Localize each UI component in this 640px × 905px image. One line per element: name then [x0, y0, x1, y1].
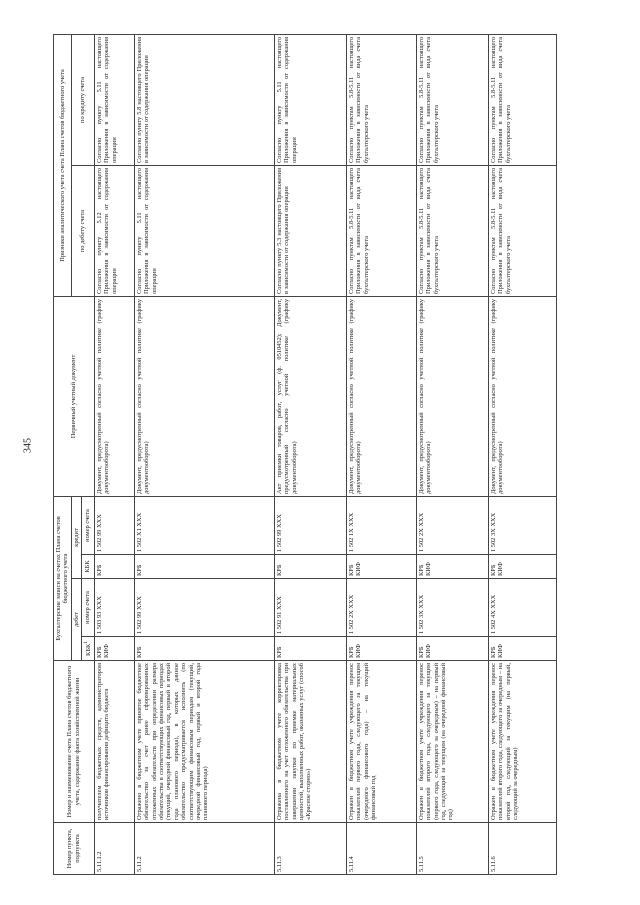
header-by-debit: по дебету счета [71, 165, 94, 296]
row-number: 5.11.3 [274, 823, 346, 875]
row-credit-kbk: КРБ КИФ [488, 555, 556, 579]
row-document: Документ, предусмотренный согласно учетной политике (графику документооборота) [488, 296, 556, 496]
row-analytics-debit: Согласно пункту 5.11 настоящего Приложения в зависимости от содержания операции [134, 165, 274, 296]
row-description: Отражен в бюджетном учете учреждения перенос показателей второго года, следующего за очередным – на второй год, следующий за текущим (на первый, следующий за очередным) [488, 661, 556, 823]
header-debit-account: номер счета [82, 579, 95, 637]
header-credit: кредит [71, 496, 81, 578]
header-row-1 [54, 34, 72, 874]
row-debit-account: 1 502 3Х ХХХ [416, 579, 488, 637]
row-document: Документ, предусмотренный согласно учетной политике (графику документооборота) [134, 296, 274, 496]
row-analytics-credit: Согласно пунктам 5.8-5.11 настоящего Приложения в зависимости от вида счета бухгалтерского учета [346, 34, 416, 165]
table-row [346, 34, 416, 874]
row-credit-account: 1 502 2Х ХХХ [416, 496, 488, 554]
row-debit-kbk: КРБ КИФ [94, 637, 134, 661]
row-analytics-debit: Согласно пунктам 5.8-5.11 настоящего Приложения в зависимости от вида счета бухгалтерского учета [488, 165, 556, 296]
header-number: Номер пункта, подпункта [54, 823, 95, 875]
row-debit-kbk: КРБ [274, 637, 346, 661]
table-row [488, 34, 556, 874]
row-analytics-debit: Согласно пункту 5.12 настоящего Приложения в зависимости от содержания операции [94, 165, 134, 296]
page-number: 345 [22, 438, 34, 453]
row-document: Документ, предусмотренный согласно учетной политике (графику документооборота) [94, 296, 134, 496]
row-description: Отражена в бюджетном учете корректировка поставленного на учет отложенного обязательства при завершении закупки по приемке материальных ценностей, выполненных работ, оказанных услуг (способ «Красное сторно») [274, 661, 346, 823]
header-credit-account: номер счета [82, 496, 95, 554]
row-credit-account: 1 502 99 ХХХ [274, 496, 346, 554]
row-description: Отражен в бюджетном учете учреждения перенос показателей первого года, следующего за текущим (очередного финансового года) – на текущий финансовый год [346, 661, 416, 823]
header-account-name: Номер и наименование счета Плана счетов бюджетного учета, содержание факта хозяйственной жизни [54, 661, 95, 823]
table-row [94, 34, 134, 874]
row-description: Отражен в бюджетном учете учреждения перенос показателей второго года, следующего за текущим (первого года, следующего за очередным) – на первый год, следующий за текущим (на очередной финансовый год) [416, 661, 488, 823]
table-row [274, 34, 346, 874]
row-document: Документ, предусмотренный согласно учетной политике (графику документооборота) [346, 296, 416, 496]
row-analytics-debit: Согласно пунктам 5.8-5.11 настоящего Приложения в зависимости от вида счета бухгалтерского учета [416, 165, 488, 296]
row-credit-account: 1 502 1Х ХХХ [346, 496, 416, 554]
row-description: получателем бюджетных средств, администратором источников финансирования дефицита бюджета [94, 661, 134, 823]
header-primary-document: Первичный учетный документ [54, 296, 95, 496]
row-number: 5.11.2 [134, 823, 274, 875]
row-analytics-credit: Согласно пунктам 5.8-5.11 настоящего Приложения в зависимости от вида счета бухгалтерского учета [416, 34, 488, 165]
table-row [416, 34, 488, 874]
footnote-mark: 1 [83, 641, 90, 644]
row-credit-kbk: КРБ [94, 555, 134, 579]
row-analytics-credit: Согласно пункту 5.11 настоящего Приложения в зависимости от содержания операции [274, 34, 346, 165]
row-debit-account: 1 502 4Х ХХХ [488, 579, 556, 637]
row-debit-kbk: КРБ КИФ [488, 637, 556, 661]
row-credit-kbk: КРБ [134, 555, 274, 579]
table-row [134, 34, 274, 874]
row-document: Документ, предусмотренный согласно учетной политике (графику документооборота) [416, 296, 488, 496]
row-debit-account: 1 502 2Х ХХХ [346, 579, 416, 637]
header-debit-kbk: КБК$^1$ [82, 637, 95, 661]
accounting-entries-table [53, 34, 557, 875]
header-entries: Бухгалтерские записи на счетах Плана счетов бюджетного учета [54, 496, 72, 660]
row-debit-kbk: КРБ КИФ [416, 637, 488, 661]
row-analytics-debit: Согласно пункту 5.3 настоящего Приложения в зависимости от содержания операции [274, 165, 346, 296]
row-number: 5.11.1.2 [94, 823, 134, 875]
row-credit-account: 1 502 Х1 ХХХ [134, 496, 274, 554]
header-analytics: Признаки аналитического учета счета Плана счетов бюджетного учета [54, 34, 72, 296]
row-credit-account: 1 502 99 ХХХ [94, 496, 134, 554]
row-analytics-debit: Согласно пунктам 5.8-5.11 настоящего Приложения в зависимости от вида счета бухгалтерского учета [346, 165, 416, 296]
rotated-table-wrapper [53, 35, 580, 875]
row-description: Отражено в бюджетном учете принятое бюджетное обязательство за счет ранее сформированных отложенных обязательств при определении размера обязательства в соответствующих финансовых периодах (текущий, очередной финансовый год, первый и второй года планового периода), в которых данное обязательство предусматривается исполнить (по соответствующим финансовым периодам (текущий, очередной финансовый год, первый и второй года планового периода) [134, 661, 274, 823]
header-by-credit: по кредиту счета [71, 34, 94, 165]
row-analytics-credit: Согласно пункту 5.8 настоящего Приложения в зависимости от содержания операции [134, 34, 274, 165]
row-credit-kbk: КРБ КИФ [416, 555, 488, 579]
row-debit-account: 1 502 99 ХХХ [134, 579, 274, 637]
row-credit-account: 1 502 3Х ХХХ [488, 496, 556, 554]
row-debit-account: 1 503 93 ХХХ [94, 579, 134, 637]
row-document: Акт приемки товаров, работ, услуг (ф. 0510452); Документ, предусмотренный согласно учетной политике (графику документооборота) [274, 296, 346, 496]
header-credit-kbk: КБК [82, 555, 95, 579]
row-debit-kbk: КРБ КИФ [346, 637, 416, 661]
row-number: 5.11.4 [346, 823, 416, 875]
row-number: 5.11.5 [416, 823, 488, 875]
row-credit-kbk: КРБ КИФ [346, 555, 416, 579]
row-credit-kbk: КРБ [274, 555, 346, 579]
row-analytics-credit: Согласно пунктам 5.8-5.11 настоящего Приложения в зависимости от вида счета бухгалтерского учета [488, 34, 556, 165]
row-debit-account: 1 502 91 ХХХ [274, 579, 346, 637]
row-debit-kbk: КРБ [134, 637, 274, 661]
row-analytics-credit: Согласно пункту 5.11 настоящего Приложения в зависимости от содержания операции [94, 34, 134, 165]
row-number: 5.11.6 [488, 823, 556, 875]
header-debit: дебет [71, 579, 81, 661]
